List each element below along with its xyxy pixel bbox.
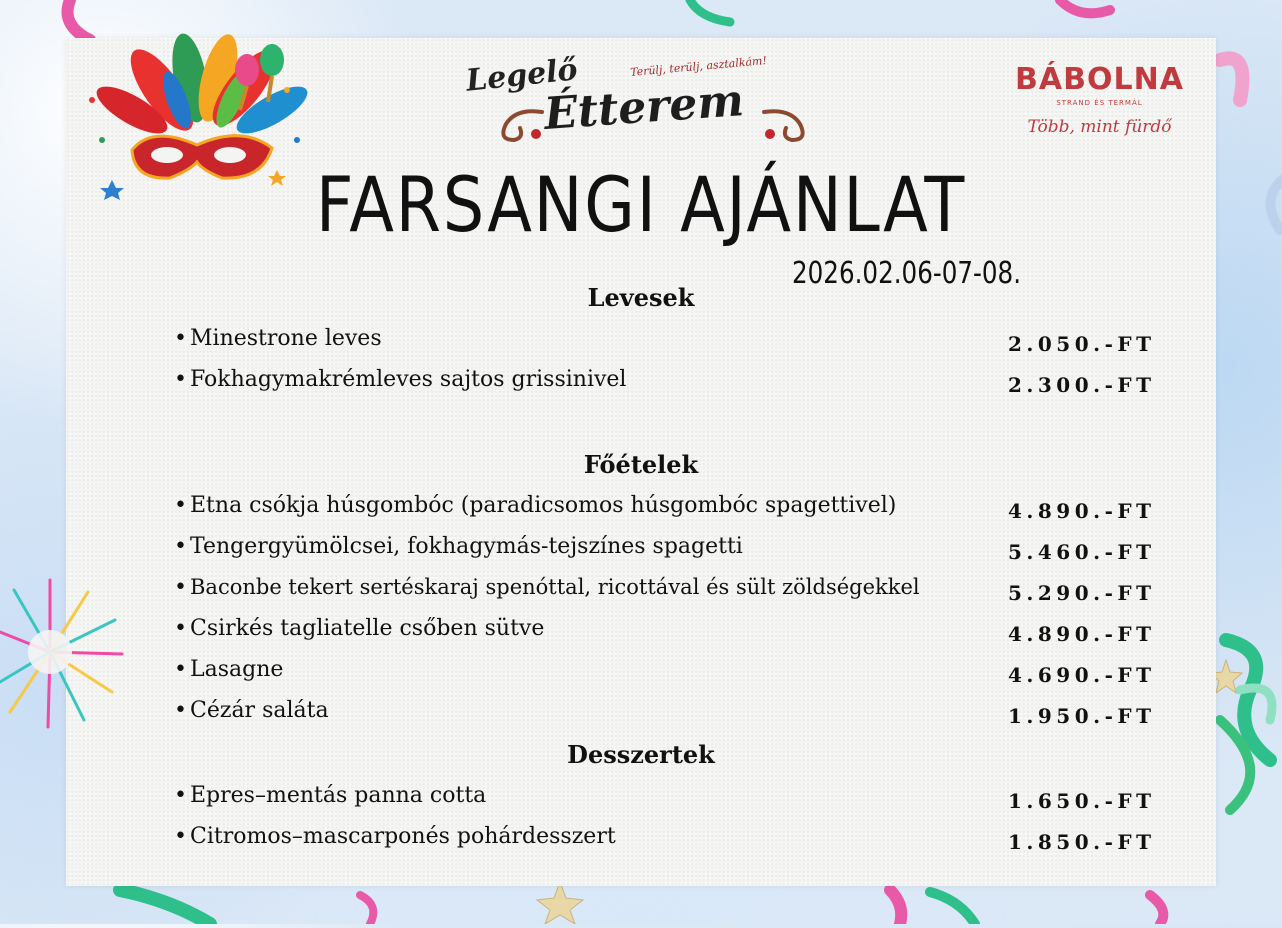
menu-item xyxy=(174,698,1174,730)
bullet-icon: • xyxy=(174,616,187,641)
menu-item-name: Citromos–mascarponés pohárdesszert xyxy=(190,824,616,849)
ornament-right-icon xyxy=(760,104,820,148)
bullet-icon: • xyxy=(174,575,187,600)
logo-babolna-slogan: Több, mint fürdő xyxy=(1027,117,1172,137)
section-title-levesek: Levesek xyxy=(587,283,695,312)
offer-date: 2026.02.06-07-08. xyxy=(792,256,1022,291)
menu-item-name: Csirkés tagliatelle csőben sütve xyxy=(190,616,545,641)
ornament-left-icon xyxy=(486,104,546,148)
bullet-icon: • xyxy=(174,493,187,518)
menu-item-price: 1.950.-FT xyxy=(1008,704,1156,728)
menu-item-name: Fokhagymakrémleves sajtos grissinivel xyxy=(190,367,627,392)
menu-item xyxy=(174,534,1174,566)
section-title-desszertek: Desszertek xyxy=(567,740,715,769)
menu-item xyxy=(174,326,1174,358)
bullet-icon: • xyxy=(174,698,187,723)
menu-item-price: 2.050.-FT xyxy=(1008,332,1156,356)
bullet-icon: • xyxy=(174,367,187,392)
logo-legelo-tagline: Terülj, terülj, asztalkám! xyxy=(629,54,768,79)
logo-babolna-name: BÁBOLNA xyxy=(1015,62,1184,97)
logo-legelo-line2: Étterem xyxy=(542,75,746,140)
menu-item xyxy=(174,575,1174,607)
bullet-icon: • xyxy=(174,534,187,559)
menu-item-price: 5.460.-FT xyxy=(1008,540,1156,564)
menu-item-price: 5.290.-FT xyxy=(1008,581,1156,605)
bullet-icon: • xyxy=(174,783,187,808)
menu-item-price: 4.890.-FT xyxy=(1008,622,1156,646)
legelo-etterem-logo xyxy=(460,52,780,152)
menu-item-name: Lasagne xyxy=(190,657,284,682)
menu-item-name: Etna csókja húsgombóc (paradicsomos húsgombóc spagettivel) xyxy=(190,493,897,518)
menu-item-price: 4.890.-FT xyxy=(1008,499,1156,523)
babolna-logo xyxy=(1012,62,1187,162)
page-title: FARSANGI AJÁNLAT xyxy=(315,160,967,249)
firework-icon xyxy=(0,572,130,732)
menu-item-name: Baconbe tekert sertéskaraj spenóttal, ricottával és sült zöldségekkel xyxy=(190,575,920,599)
menu-item-price: 4.690.-FT xyxy=(1008,663,1156,687)
menu-item xyxy=(174,493,1174,525)
logo-legelo-line1: Legelő xyxy=(464,52,580,99)
logo-babolna-sub: STRAND ÉS TERMÁL xyxy=(1056,99,1143,107)
menu-item xyxy=(174,824,1174,856)
menu-item-price: 2.300.-FT xyxy=(1008,373,1156,397)
menu-item-price: 1.650.-FT xyxy=(1008,789,1156,813)
menu-item xyxy=(174,616,1174,648)
bullet-icon: • xyxy=(174,326,187,351)
menu-item-name: Cézár saláta xyxy=(190,698,329,723)
menu-item-price: 1.850.-FT xyxy=(1008,830,1156,854)
menu-item xyxy=(174,367,1174,399)
menu-item xyxy=(174,657,1174,689)
menu-item-name: Minestrone leves xyxy=(190,326,382,351)
bullet-icon: • xyxy=(174,824,187,849)
section-title-foetelek: Főételek xyxy=(583,450,699,479)
bullet-icon: • xyxy=(174,657,187,682)
menu-item-name: Epres–mentás panna cotta xyxy=(190,783,487,808)
menu-item-name: Tengergyümölcsei, fokhagymás-tejszínes spagetti xyxy=(190,534,743,559)
menu-item xyxy=(174,783,1174,815)
